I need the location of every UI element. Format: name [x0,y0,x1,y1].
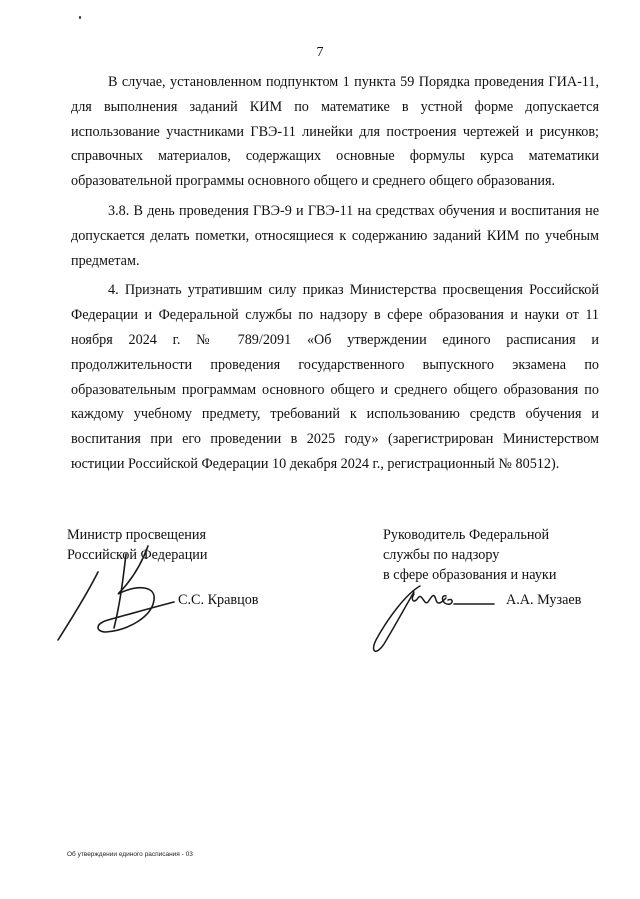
document-body [71,70,599,482]
signatory-right-name: А.А. Музаев [506,592,582,608]
page-number: 7 [316,45,324,60]
signatory-right-title-line-1: Руководитель Федеральной [383,527,550,543]
signatory-right-title-line-2: службы по надзору [383,547,500,563]
footer-note: Об утверждении единого расписания - 03 [67,851,193,858]
right-handwritten-signature [362,572,502,662]
signatory-right-title-line-3: в сфере образования и науки [383,567,557,583]
paragraph-3: 4. Признать утратившим силу приказ Министерства просвещения Российской Федерации и Федеральной службы по надзору в сфере образования и науки от 11 ноября 2024 г. № 789/2091 «Об утверждении единого расписания и продолжительности проведения государственного выпускного экзамена по образовательным программам основного общего и среднего общего образования по каждому учебному предмету, требований к использованию средств обучения и воспитания при его проведении в 2025 году» (зарегистрирован Министерством юстиции Российской Федерации 10 декабря 2024 г., регистрационный № 80512). [71,282,599,472]
signatory-left-name: С.С. Кравцов [178,592,259,608]
signatory-left-title-line-2: Российской Федерации [67,547,208,563]
signatory-left-title-line-1: Министр просвещения [67,527,206,543]
paragraph-2: 3.8. В день проведения ГВЭ-9 и ГВЭ-11 на средствах обучения и воспитания не допускается делать пометки, относящиеся к содержанию заданий КИМ по учебным предметам. [71,202,599,269]
paragraph-1: В случае, установленном подпунктом 1 пункта 59 Порядка проведения ГИА-11, для выполнения заданий КИМ по математике в устной форме допускается использование участниками ГВЭ-11 линейки для построения чертежей и рисунков; справочных материалов, содержащих основные формулы курса математики образовательной программы основного общего и среднего общего образования. [71,74,599,190]
left-handwritten-signature [50,540,190,650]
scan-speck [79,16,81,19]
